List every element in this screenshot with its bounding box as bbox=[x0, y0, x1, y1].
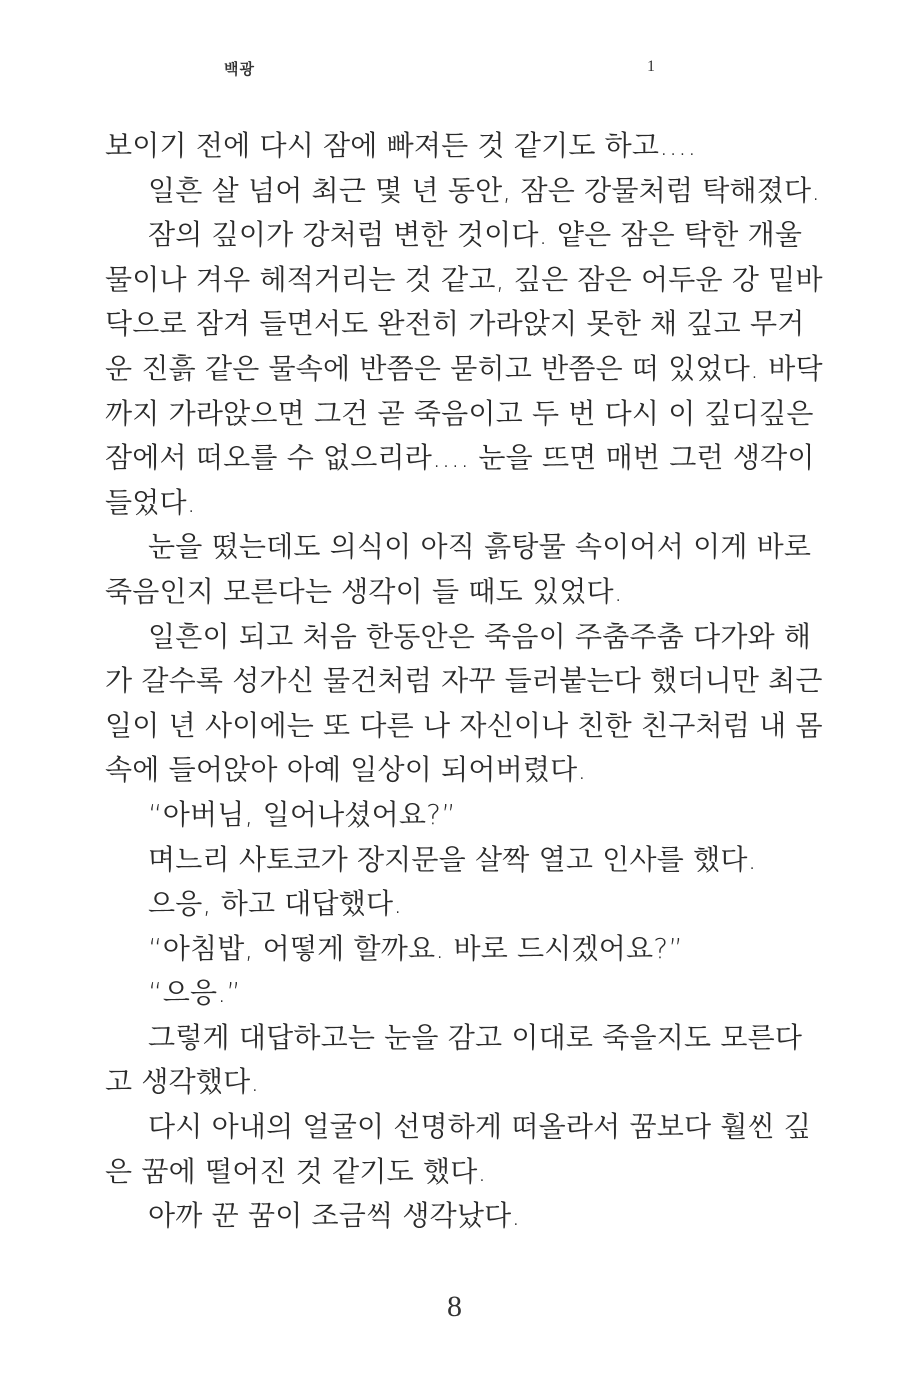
text-line: 까지 가라앉으면 그건 곧 죽음이고 두 번 다시 이 깊디깊은 bbox=[105, 396, 814, 430]
text-line: 다시 아내의 얼굴이 선명하게 떠올라서 꿈보다 훨씬 깊 bbox=[148, 1110, 812, 1144]
text-line: 가 갈수록 성가신 물건처럼 자꾸 들러붙는다 했더니만 최근 bbox=[105, 664, 823, 698]
text-line: 잠의 깊이가 강처럼 변한 것이다. 얕은 잠은 탁한 개울 bbox=[148, 218, 803, 252]
chapter-number: 1 bbox=[647, 58, 655, 75]
text-line: 그렇게 대답하고는 눈을 감고 이대로 죽을지도 모른다 bbox=[148, 1020, 803, 1054]
text-line: 일흔이 되고 처음 한동안은 죽음이 주춤주춤 다가와 해 bbox=[148, 619, 812, 653]
text-line: 운 진흙 같은 물속에 반쯤은 묻히고 반쯤은 떠 있었다. 바닥 bbox=[105, 351, 823, 385]
text-line: 일이 년 사이에는 또 다른 나 자신이나 친한 친구처럼 내 몸 bbox=[105, 708, 823, 742]
text-line: 잠에서 떠오를 수 없으리라…. 눈을 뜨면 매번 그런 생각이 bbox=[105, 441, 815, 475]
text-line: 으응, 하고 대답했다. bbox=[148, 887, 403, 921]
text-line: 며느리 사토코가 장지문을 살짝 열고 인사를 했다. bbox=[148, 842, 757, 876]
text-line: 들었다. bbox=[105, 485, 196, 519]
text-line: 아까 꾼 꿈이 조금씩 생각났다. bbox=[148, 1199, 521, 1233]
text-line: 속에 들어앉아 아예 일상이 되어버렸다. bbox=[105, 753, 587, 787]
text-line: 물이나 겨우 헤적거리는 것 같고, 깊은 잠은 어두운 강 밑바 bbox=[105, 262, 823, 296]
text-line: 닥으로 잠겨 들면서도 완전히 가라앉지 못한 채 깊고 무거 bbox=[105, 307, 805, 341]
text-line: 죽음인지 모른다는 생각이 들 때도 있었다. bbox=[105, 574, 623, 608]
text-line: “으응.” bbox=[148, 976, 242, 1010]
text-line: 고 생각했다. bbox=[105, 1065, 260, 1099]
text-line: 눈을 떴는데도 의식이 아직 흙탕물 속이어서 이게 바로 bbox=[148, 530, 812, 564]
page-number: 8 bbox=[447, 1290, 462, 1323]
body-text bbox=[105, 124, 823, 1239]
text-line: “아침밥, 어떻게 할까요. 바로 드시겠어요?” bbox=[148, 931, 684, 965]
running-header bbox=[0, 58, 909, 82]
book-title: 백광 bbox=[224, 60, 255, 78]
text-line: “아버님, 일어나셨어요?” bbox=[148, 797, 456, 831]
text-line: 일흔 살 넘어 최근 몇 년 동안, 잠은 강물처럼 탁해졌다. bbox=[148, 173, 821, 207]
text-line: 은 꿈에 떨어진 것 같기도 했다. bbox=[105, 1154, 487, 1188]
text-line: 보이기 전에 다시 잠에 빠져든 것 같기도 하고…. bbox=[105, 129, 697, 162]
